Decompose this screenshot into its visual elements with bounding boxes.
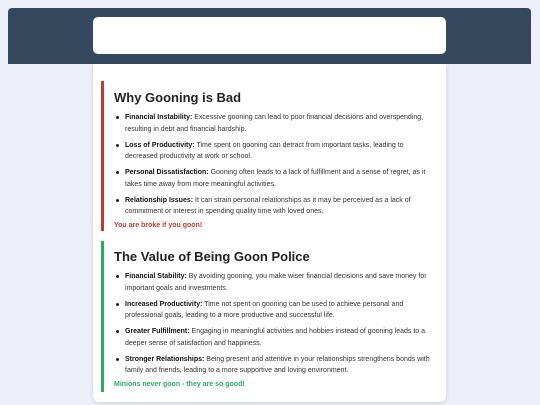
item-term: Financial Stability: (125, 273, 187, 280)
list-item (125, 354, 441, 377)
item-term: Financial Instability: (125, 114, 193, 121)
content-panel (93, 64, 446, 402)
item-term: Increased Productivity: (125, 300, 203, 308)
section-title: Why Gooning is Bad (114, 90, 242, 105)
list-item (125, 271, 441, 294)
section-title: The Value of Being Goon Police (114, 249, 310, 264)
why-gooning-is-bad-section (101, 81, 441, 231)
item-term: Loss of Productivity: (125, 141, 195, 149)
item-term: Greater Fulfillment: (125, 328, 190, 335)
good-list (114, 271, 441, 377)
list-item (125, 195, 441, 218)
header-bar (8, 8, 531, 64)
list-item (125, 140, 441, 163)
item-text: By avoiding gooning, you make wiser financial decisions and save money for important goals and investments. (125, 273, 427, 292)
search-input[interactable] (93, 17, 446, 54)
item-text: Gooning often leads to a lack of fulfillment and a sense of regret, as it takes time away from more meaningful activities. (125, 169, 426, 188)
item-text: It can strain personal relationships as it may be perceived as a lack of commitment or interest in spending quality time with loved ones. (125, 196, 411, 215)
item-term: Stronger Relationships: (125, 355, 205, 363)
item-text: Time not spent on gooning can be used to achieve personal and professional goals, leading to a more productive and successful life. (125, 300, 404, 319)
bad-callout: You are broke if you goon! (114, 222, 203, 229)
app-window (8, 8, 531, 405)
list-item (125, 112, 441, 135)
item-term: Personal Dissatisfaction: (125, 169, 209, 176)
list-item (125, 326, 441, 349)
item-term: Relationship Issues: (125, 196, 194, 204)
goon-police-value-section (101, 241, 441, 392)
item-text: Time spent on gooning can detract from important tasks, leading to decreased productivity at work or school. (125, 141, 404, 160)
item-text: Engaging in meaningful activities and hobbies instead of gooning leads to a deeper sense of satisfaction and happiness. (125, 328, 426, 347)
list-item (125, 167, 441, 190)
list-item (125, 299, 441, 322)
item-text: Being present and attentive in your relationships strengthens bonds with family and friends, leading to a more supportive and loving environment. (125, 355, 430, 374)
item-text: Excessive gooning can lead to poor financial decisions and overspending, resulting in debt and financial hardship. (125, 114, 424, 133)
bad-list (114, 112, 441, 218)
good-callout: Minions never goon - they are so good! (114, 381, 245, 388)
